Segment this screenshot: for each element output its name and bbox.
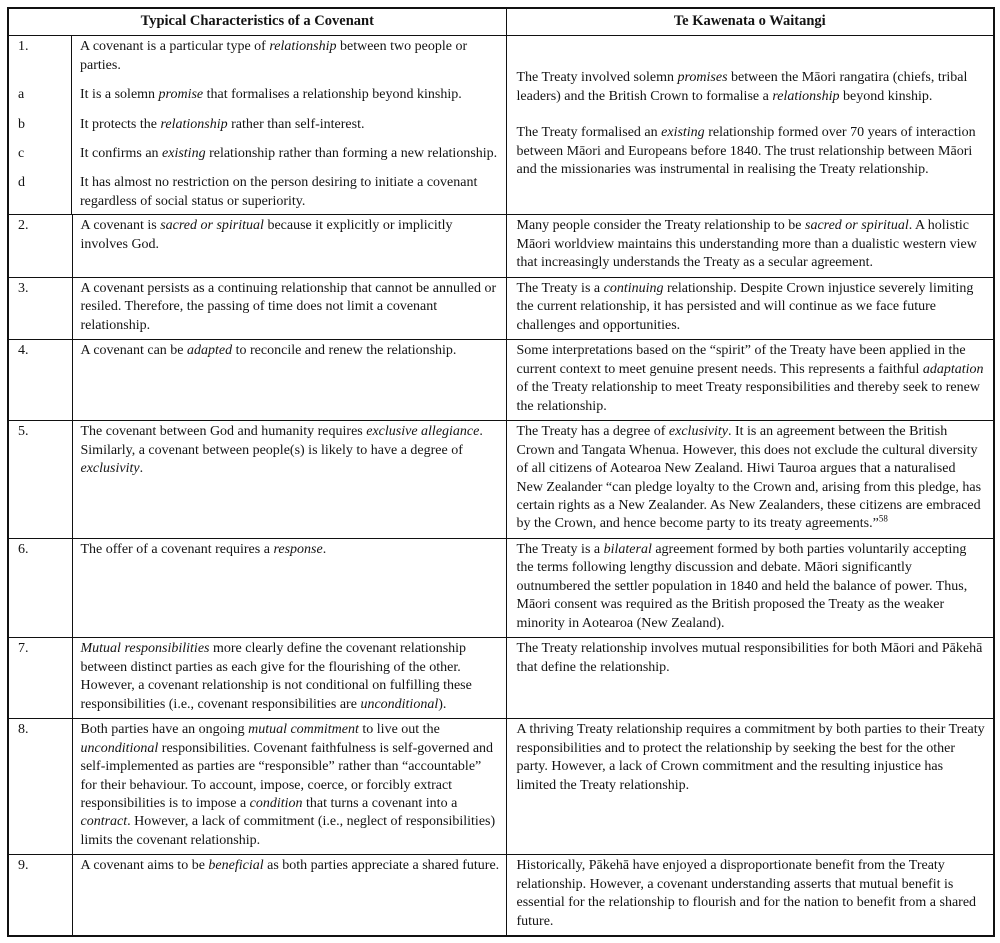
treaty-cell — [506, 719, 994, 855]
treaty-text: The Treaty is a continuing relationship. Despite Crown injustice severely limiting the current relationship, it has persisted and will continue as we face future challenges and opportunities. — [516, 280, 974, 333]
treaty-text: A thriving Treaty relationship requires a commitment by both parties to their Treaty responsibilities and to protect the relationship by seeking the best for the other party. However, a lack of Crown commitment and the resulting injustice has limited the Treaty relationship. — [516, 722, 985, 793]
characteristic-text: It has almost no restriction on the person desiring to initiate a covenant regardless of social status or superiority. — [80, 175, 478, 209]
column-header-te-kawenata: Te Kawenata o Waitangi — [506, 8, 994, 36]
characteristic-text: It confirms an existing relationship rather than forming a new relationship. — [80, 146, 498, 161]
treaty-text: Many people consider the Treaty relationship to be sacred or spiritual. A holistic Māori worldview maintains this understanding more than a dualistic western view that increasingly understands the Treaty as a secular agreement. — [516, 218, 977, 271]
characteristic-text: A covenant persists as a continuing relationship that cannot be annulled or resiled. Therefore, the passing of time does not limit a covenant relationship. — [80, 280, 497, 333]
table-row — [8, 538, 994, 637]
covenant-characteristic-cell — [72, 855, 506, 936]
treaty-text: The Treaty involved solemn promises between the Māori rangatira (chiefs, tribal leaders) and the British Crown to formalise a relationship beyond kinship. — [516, 70, 968, 104]
row-number: 2. — [8, 215, 72, 277]
covenant-characteristic-cell — [72, 277, 506, 339]
row-number: 3. — [8, 277, 72, 339]
sub-item — [9, 114, 506, 143]
treaty-cell — [506, 538, 994, 637]
row-number: 7. — [8, 638, 72, 719]
characteristic-text: The offer of a covenant requires a response. — [80, 541, 327, 557]
column-header-covenant: Typical Characteristics of a Covenant — [8, 8, 506, 36]
characteristic-text: A covenant aims to be beneficial as both parties appreciate a shared future. — [80, 858, 500, 874]
treaty-cell — [506, 855, 994, 936]
treaty-cell — [506, 340, 994, 421]
sub-item — [9, 36, 506, 84]
covenant-characteristic-cell — [72, 215, 506, 277]
treaty-text: The Treaty is a bilateral agreement formed by both parties voluntarily accepting the terms following lengthy discussion and debate. Māori significantly outnumbered the settler population in 1840 and held the balance of power. Thus, Māori consent was required as the British proposed the Treaty as the weaker minority in Aotearoa (New Zealand). — [516, 541, 968, 631]
row-number: 4. — [8, 340, 72, 421]
treaty-text: The Treaty formalised an existing relationship formed over 70 years of interaction between Māori and Europeans before 1840. The trust relationship between Māori and the missionaries was instrumental in realising the Treaty relationship. — [516, 125, 976, 177]
sub-item — [9, 172, 506, 214]
row-letter: d — [9, 172, 72, 214]
characteristic-text: It is a solemn promise that formalises a relationship beyond kinship. — [80, 87, 462, 103]
treaty-cell — [506, 421, 994, 539]
covenant-characteristic-cell — [8, 36, 506, 215]
table-row — [8, 421, 994, 539]
treaty-text: The Treaty relationship involves mutual responsibilities for both Māori and Pākehā that define the relationship. — [516, 641, 983, 675]
characteristic-text: A covenant is sacred or spiritual because it explicitly or implicitly involves God. — [80, 218, 453, 252]
row-number: 9. — [8, 855, 72, 936]
characteristic-text: A covenant is a particular type of relationship between two people or parties. — [80, 39, 468, 73]
sub-item — [9, 84, 506, 113]
treaty-text: The Treaty has a degree of exclusivity. It is an agreement between the British Crown and Tangata Whenua. However, this does not exclude the cultural diversity of all citizens of Aotearoa New Zealand. Hiwi Tauroa argues that a naturalised New Zealander “can pledge loyalty to the Crown and, arising from this pledge, has certain rights as a New Zealander. As New Zealanders, these citizens are embraced by the Crown, and hence become party to its treaty agreements.”$^{58}$ — [516, 424, 982, 532]
treaty-cell — [506, 638, 994, 719]
covenant-characteristic-cell — [72, 719, 506, 855]
treaty-cell — [506, 277, 994, 339]
header-row — [8, 8, 994, 36]
characteristic-text: Mutual responsibilities more clearly define the covenant relationship between distinct parties as each give for the flourishing of the other. However, a covenant relationship is not conditional on fulfilling these responsibilities (i.e., covenant responsibilities are unconditional). — [80, 641, 472, 712]
treaty-cell — [506, 36, 994, 215]
treaty-cell — [506, 215, 994, 277]
characteristic-text: The covenant between God and humanity requires exclusive allegiance. Similarly, a covenant between people(s) is likely to have a degree of exclusivity. — [80, 424, 483, 477]
row-number: 1. — [9, 36, 72, 84]
treaty-text: Historically, Pākehā have enjoyed a disproportionate benefit from the Treaty relationship. However, a covenant understanding asserts that mutual benefit is essential for the relationship to flourish and for the nation to benefit from a shared future. — [516, 858, 977, 929]
row-letter: a — [9, 84, 72, 113]
row-letter: b — [9, 114, 72, 143]
table-row — [8, 36, 994, 215]
characteristic-text: It protects the relationship rather than self-interest. — [80, 116, 365, 132]
row-number: 8. — [8, 719, 72, 855]
covenant-characteristic-cell — [72, 538, 506, 637]
sub-item — [9, 143, 506, 172]
table-row — [8, 855, 994, 936]
table-row — [8, 638, 994, 719]
covenant-characteristic-cell — [72, 638, 506, 719]
characteristic-text: Both parties have an ongoing mutual commitment to live out the unconditional responsibilities. Covenant faithfulness is self-governed and self-implemented as parties are “responsible” rather than “accountable” for their behaviour. To account, impose, coerce, or forcibly extract responsibilities is to impose a condition that turns a covenant into a contract. However, a lack of commitment (i.e., neglect of responsibilities) limits the covenant relationship. — [80, 722, 496, 848]
table-row — [8, 719, 994, 855]
row-number: 5. — [8, 421, 72, 539]
table-row — [8, 277, 994, 339]
row-letter: c — [9, 143, 72, 172]
covenant-comparison-table — [7, 7, 995, 937]
characteristic-text: A covenant can be adapted to reconcile and renew the relationship. — [80, 343, 457, 359]
treaty-text: Some interpretations based on the “spirit” of the Treaty have been applied in the current context to meet genuine present needs. This represents a faithful adaptation of the Treaty relationship to meet Treaty responsibilities and thereby seek to renew the relationship. — [516, 343, 984, 414]
table-row — [8, 215, 994, 277]
table-row — [8, 340, 994, 421]
covenant-characteristic-cell — [72, 340, 506, 421]
covenant-characteristic-cell — [72, 421, 506, 539]
row-number: 6. — [8, 538, 72, 637]
